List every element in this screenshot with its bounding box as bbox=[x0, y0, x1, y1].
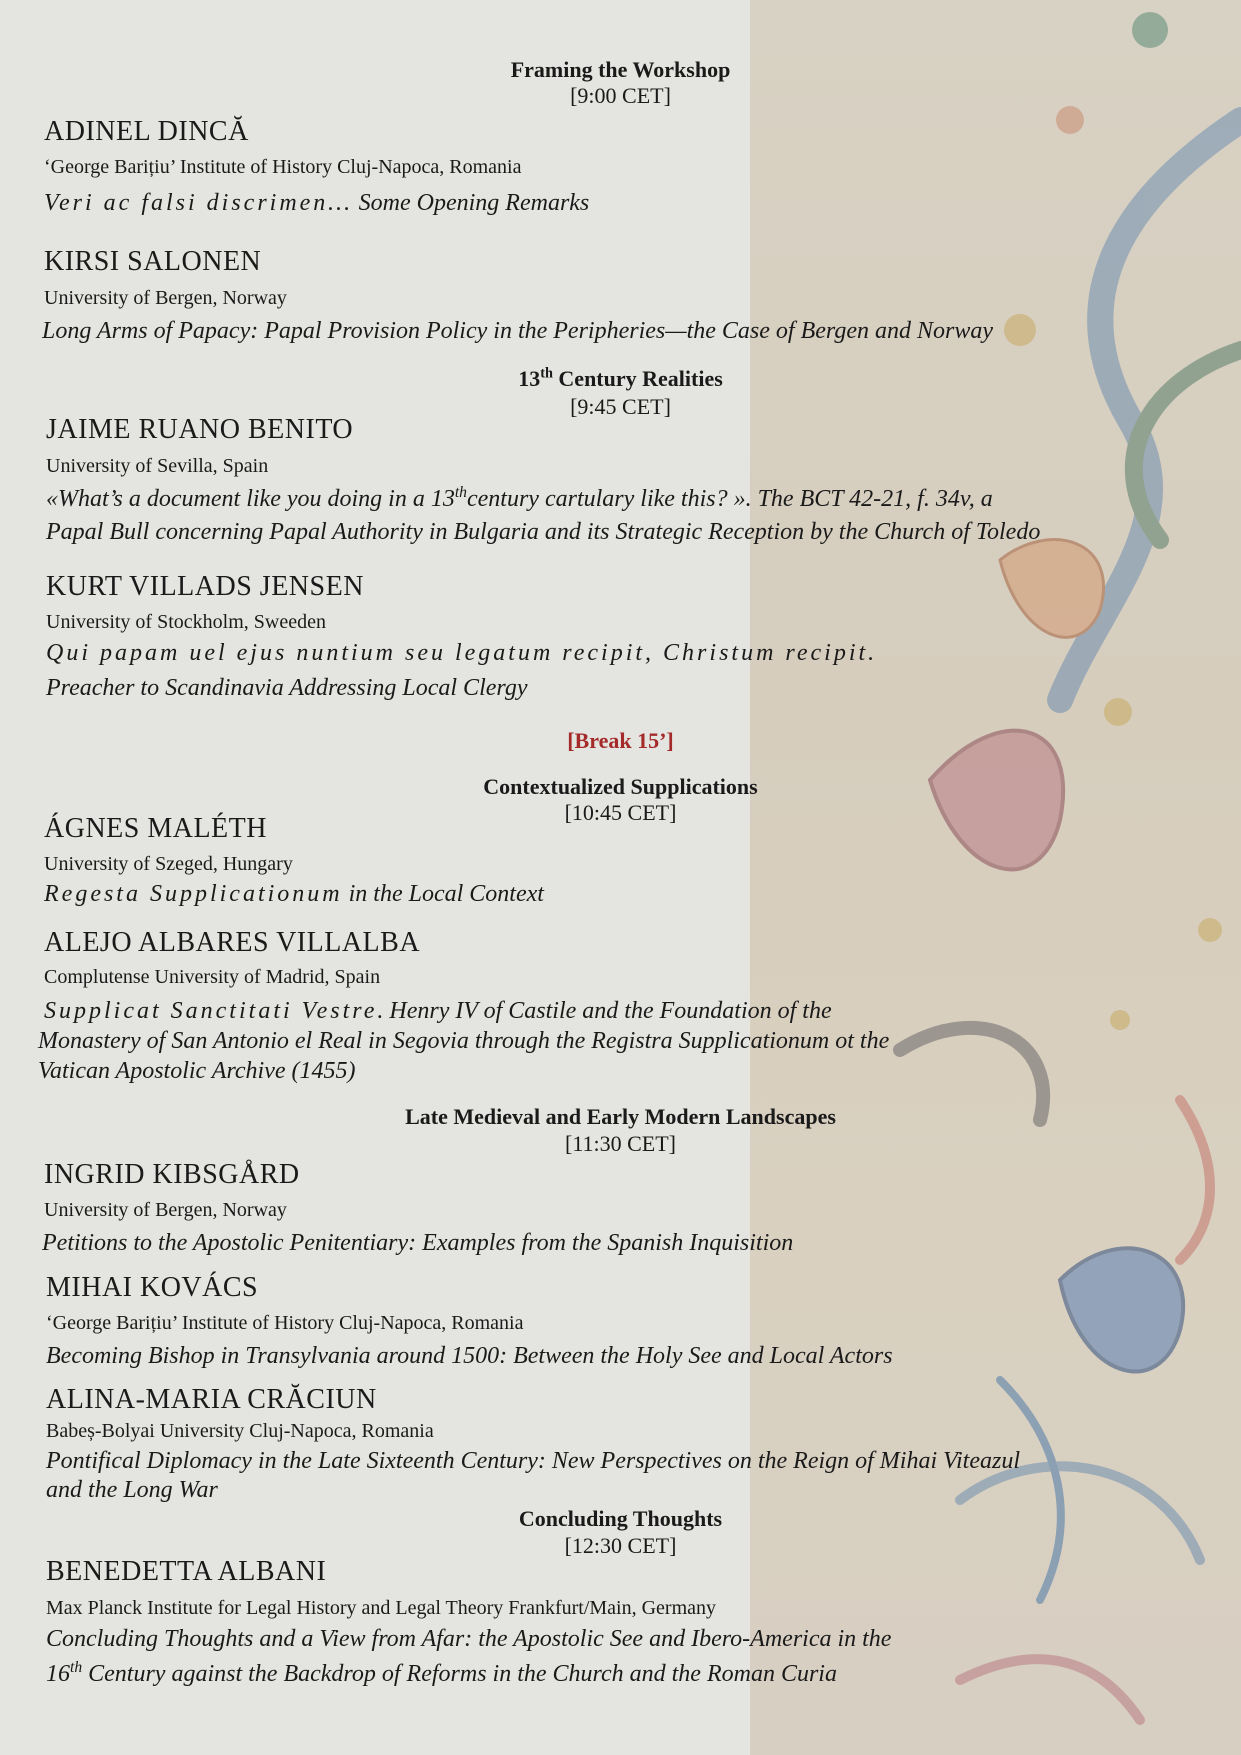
break-label: [Break 15’] bbox=[567, 728, 674, 753]
talk-title-latin: Veri ac falsi discrimen… bbox=[44, 190, 353, 216]
speaker-affiliation: Complutense University of Madrid, Spain bbox=[44, 966, 381, 988]
session-title bbox=[0, 366, 1241, 392]
talk-title-line: Papal Bull concerning Papal Authority in Bulgaria and its Strategic Reception by the Church of Toledo bbox=[46, 519, 1041, 545]
talk-title-line: Vatican Apostolic Archive (1455) bbox=[38, 1058, 356, 1084]
talk-title: Long Arms of Papacy: Papal Provision Policy in the Peripheries—the Case of Bergen and Norway bbox=[42, 318, 993, 344]
speaker-affiliation: University of Szeged, Hungary bbox=[44, 853, 293, 875]
session-title-text: Century Realities bbox=[552, 366, 723, 391]
talk-title bbox=[44, 879, 1184, 909]
talk-title-ordinal: th bbox=[70, 1659, 83, 1676]
speaker-name: MIHAI KOVÁCS bbox=[46, 1272, 259, 1303]
session-title-ordinal: th bbox=[540, 365, 553, 382]
talk-title-latin: Qui papam uel ejus nuntium seu legatum recipit, Christum recipit. bbox=[46, 640, 878, 666]
speaker-name: INGRID KIBSGÅRD bbox=[44, 1159, 300, 1190]
talk-title-latin: Supplicat Sanctitati Vestre bbox=[44, 998, 378, 1024]
talk-title-latin: Regesta Supplicationum bbox=[44, 881, 343, 907]
talk-title-line: Preacher to Scandinavia Addressing Local Clergy bbox=[46, 675, 528, 701]
talk-title-part: 16 bbox=[46, 1661, 70, 1687]
talk-title bbox=[46, 484, 1226, 514]
talk-title-rest: in the Local Context bbox=[342, 881, 544, 907]
talk-title: Becoming Bishop in Transylvania around 1500: Between the Holy See and Local Actors bbox=[46, 1343, 893, 1369]
speaker-name: JAIME RUANO BENITO bbox=[46, 414, 354, 445]
session-title-number: 13 bbox=[518, 366, 541, 391]
speaker-name: ALEJO ALBARES VILLALBA bbox=[44, 927, 421, 958]
speaker-affiliation: University of Bergen, Norway bbox=[44, 287, 287, 309]
session-title: Contextualized Supplications bbox=[483, 774, 758, 799]
session-time: [11:30 CET] bbox=[565, 1131, 676, 1156]
talk-title bbox=[44, 996, 1184, 1026]
speaker-affiliation: University of Stockholm, Sweeden bbox=[46, 611, 326, 633]
talk-title-rest: . Henry IV of Castile and the Foundation of the bbox=[377, 998, 832, 1024]
speaker-name: KIRSI SALONEN bbox=[44, 246, 262, 277]
speaker-name: ADINEL DINCĂ bbox=[44, 116, 249, 147]
speaker-name: ÁGNES MALÉTH bbox=[44, 813, 267, 844]
session-time: [12:30 CET] bbox=[564, 1533, 677, 1558]
talk-title-ordinal: th bbox=[454, 484, 467, 501]
talk-title-line: Concluding Thoughts and a View from Afar: the Apostolic See and Ibero-America in the bbox=[46, 1626, 892, 1652]
session-time: [9:00 CET] bbox=[570, 83, 671, 108]
talk-title-rest: Some Opening Remarks bbox=[352, 190, 590, 216]
speaker-affiliation: University of Sevilla, Spain bbox=[46, 455, 269, 477]
talk-title: Petitions to the Apostolic Penitentiary: Examples from the Spanish Inquisition bbox=[42, 1230, 794, 1256]
speaker-affiliation: University of Bergen, Norway bbox=[44, 1199, 287, 1221]
speaker-affiliation: ‘George Barițiu’ Institute of History Cluj-Napoca, Romania bbox=[44, 156, 522, 178]
session-title: Late Medieval and Early Modern Landscapes bbox=[405, 1104, 836, 1129]
talk-title-line bbox=[46, 1659, 1186, 1689]
talk-title-part: Century against the Backdrop of Reforms in the Church and the Roman Curia bbox=[82, 1661, 837, 1687]
talk-title-line: Pontifical Diplomacy in the Late Sixteenth Century: New Perspectives on the Reign of Mihai Viteazul bbox=[46, 1448, 1021, 1474]
talk-title-line: Monastery of San Antonio el Real in Segovia through the Registra Supplicationum ot the bbox=[38, 1028, 890, 1054]
talk-title-part: century cartulary like this? ». The BCT 42-21, f. 34v, a bbox=[466, 486, 993, 512]
session-title: Concluding Thoughts bbox=[518, 1506, 723, 1531]
talk-title-line: and the Long War bbox=[46, 1477, 218, 1503]
session-title: Framing the Workshop bbox=[510, 57, 731, 82]
speaker-affiliation: Babeș-Bolyai University Cluj-Napoca, Romania bbox=[46, 1420, 434, 1442]
speaker-name: ALINA-MARIA CRĂCIUN bbox=[46, 1384, 377, 1415]
speaker-affiliation: ‘George Barițiu’ Institute of History Cluj-Napoca, Romania bbox=[46, 1312, 524, 1334]
speaker-affiliation: Max Planck Institute for Legal History and Legal Theory Frankfurt/Main, Germany bbox=[46, 1597, 717, 1619]
session-time: [10:45 CET] bbox=[564, 800, 677, 825]
speaker-name: BENEDETTA ALBANI bbox=[46, 1556, 327, 1587]
speaker-name: KURT VILLADS JENSEN bbox=[46, 571, 364, 602]
talk-title-part: «What’s a document like you doing in a 13 bbox=[46, 486, 455, 512]
session-time: [9:45 CET] bbox=[570, 394, 671, 419]
talk-title bbox=[44, 188, 1184, 218]
